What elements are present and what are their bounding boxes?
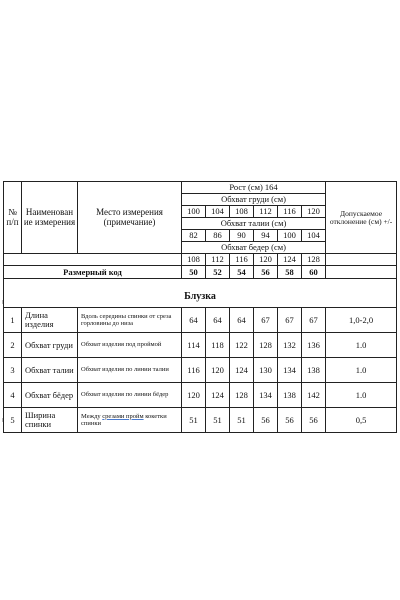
chest-value: 104	[206, 206, 230, 218]
measurement-place	[78, 408, 182, 433]
hips-values-row	[4, 254, 397, 266]
waist-value: 94	[254, 230, 278, 242]
table-row	[4, 333, 397, 358]
chest-value: 108	[230, 206, 254, 218]
measurement-name: Обхват груди	[22, 333, 78, 358]
size-value: 142	[302, 383, 326, 408]
measurement-place: Вдоль середины спинки от среза горловины до низа	[78, 308, 182, 333]
place-header: Место измерения (примечание)	[78, 182, 182, 254]
row-number: 1	[4, 308, 22, 333]
size-code-row	[4, 266, 397, 279]
waist-value: 104	[302, 230, 326, 242]
size-code-value: 52	[206, 266, 230, 279]
tolerance-value: 1.0	[326, 383, 397, 408]
size-code-value: 50	[182, 266, 206, 279]
size-value: 120	[206, 358, 230, 383]
tolerance-header: Допускаемое отклонение (см) +/-	[326, 182, 397, 254]
size-value: 124	[230, 358, 254, 383]
hips-value: 124	[278, 254, 302, 266]
table-row	[4, 383, 397, 408]
size-value: 56	[254, 408, 278, 433]
size-value: 134	[278, 358, 302, 383]
size-value: 67	[278, 308, 302, 333]
waist-header: Обхват талии (см)	[182, 218, 326, 230]
size-code-value: 56	[254, 266, 278, 279]
tolerance-value: 1,0-2,0	[326, 308, 397, 333]
size-value: 64	[206, 308, 230, 333]
size-value: 64	[230, 308, 254, 333]
size-value: 136	[302, 333, 326, 358]
hips-value: 128	[302, 254, 326, 266]
table-row	[4, 308, 397, 333]
size-value: 114	[182, 333, 206, 358]
measurement-name: Длина изделия	[22, 308, 78, 333]
size-value: 124	[206, 383, 230, 408]
size-value: 120	[182, 383, 206, 408]
tolerance-value: 1.0	[326, 358, 397, 383]
num-header: № п/п	[4, 182, 22, 254]
waist-value: 90	[230, 230, 254, 242]
chest-value: 120	[302, 206, 326, 218]
size-value: 51	[206, 408, 230, 433]
measurement-place: Обхват изделия под проймой	[78, 333, 182, 358]
size-value: 138	[278, 383, 302, 408]
size-value: 64	[182, 308, 206, 333]
size-value: 128	[230, 383, 254, 408]
row-number: 2	[4, 333, 22, 358]
place-text-underlined: срезами пройм	[102, 412, 144, 420]
chest-value: 100	[182, 206, 206, 218]
hips-value: 120	[254, 254, 278, 266]
size-value: 122	[230, 333, 254, 358]
height-header: Рост (см) 164	[182, 182, 326, 194]
measurement-name: Обхват талии	[22, 358, 78, 383]
measurement-place: Обхват изделия по линии бёдер	[78, 383, 182, 408]
waist-value: 86	[206, 230, 230, 242]
name-header: Наименован ие измерения	[22, 182, 78, 254]
chest-value: 112	[254, 206, 278, 218]
size-value: 51	[230, 408, 254, 433]
hips-value: 108	[182, 254, 206, 266]
place-text-post: кокетки спинки	[81, 412, 167, 427]
size-code-value: 60	[302, 266, 326, 279]
hips-value: 112	[206, 254, 230, 266]
row-number: 3	[4, 358, 22, 383]
measurement-place: Обхват изделия по линии талии	[78, 358, 182, 383]
table-row	[4, 408, 397, 433]
measurement-name: Ширина спинки	[22, 408, 78, 433]
measurement-name: Обхват бёдер	[22, 383, 78, 408]
size-value: 130	[254, 358, 278, 383]
chest-header: Обхват груди (см)	[182, 194, 326, 206]
page-edge-mark	[2, 300, 3, 304]
size-value: 138	[302, 358, 326, 383]
row-number: 4	[4, 383, 22, 408]
chest-value: 116	[278, 206, 302, 218]
hips-value: 116	[230, 254, 254, 266]
size-value: 134	[254, 383, 278, 408]
row-number: 5	[4, 408, 22, 433]
size-code-value: 54	[230, 266, 254, 279]
size-value: 56	[302, 408, 326, 433]
size-value: 116	[182, 358, 206, 383]
page-edge-mark	[2, 418, 3, 422]
table-row	[4, 358, 397, 383]
size-value: 51	[182, 408, 206, 433]
section-title: Блузка	[4, 287, 397, 308]
waist-value: 82	[182, 230, 206, 242]
size-value: 118	[206, 333, 230, 358]
size-value: 128	[254, 333, 278, 358]
size-value: 132	[278, 333, 302, 358]
size-code-value: 58	[278, 266, 302, 279]
size-value: 56	[278, 408, 302, 433]
place-text-pre: Между	[81, 412, 103, 420]
waist-value: 100	[278, 230, 302, 242]
size-code-label: Размерный код	[4, 266, 182, 279]
size-table	[3, 181, 397, 433]
size-value: 67	[302, 308, 326, 333]
hips-header: Обхват бедер (см)	[182, 242, 326, 254]
tolerance-value: 1.0	[326, 333, 397, 358]
tolerance-value: 0,5	[326, 408, 397, 433]
size-value: 67	[254, 308, 278, 333]
